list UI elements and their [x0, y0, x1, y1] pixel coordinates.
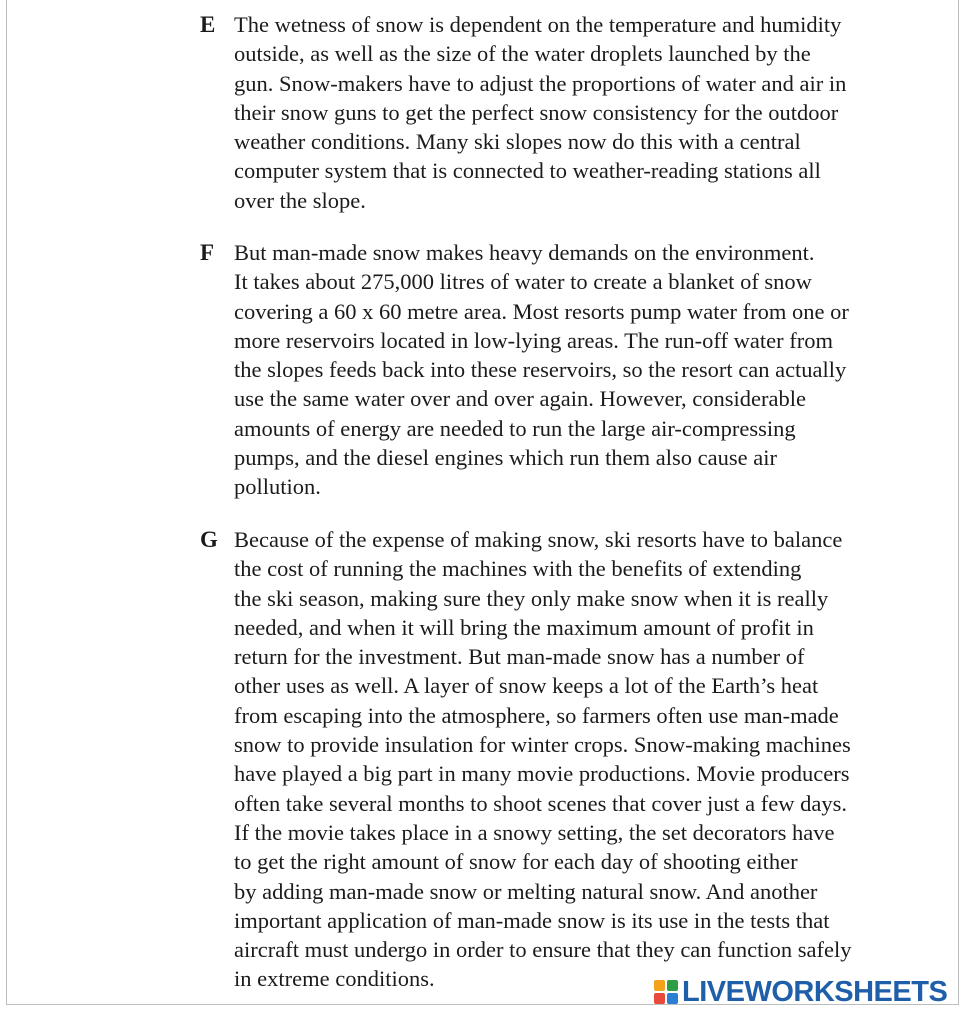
paragraph-letter: G	[200, 527, 218, 552]
text-line: their snow guns to get the perfect snow consistency for the outdoor	[234, 99, 839, 125]
text-line: to get the right amount of snow for each day of shooting either	[234, 849, 798, 875]
paragraph-text	[234, 238, 849, 502]
text-line: often take several months to shoot scenes that cover just a few days.	[234, 790, 847, 816]
text-line: from escaping into the atmosphere, so farmers often use man-made	[234, 702, 839, 728]
text-line: the slopes feeds back into these reservoirs, so the resort can actually	[234, 357, 847, 383]
text-line: If the movie takes place in a snowy setting, the set decorators have	[234, 819, 835, 845]
text-line: snow to provide insulation for winter crops. Snow-making machines	[234, 732, 851, 758]
text-line: covering a 60 x 60 metre area. Most resorts pump water from one or	[234, 298, 849, 324]
text-line: the cost of running the machines with the benefits of extending	[234, 556, 802, 582]
text-line: the ski season, making sure they only make snow when it is really	[234, 585, 829, 611]
logo-square	[654, 980, 665, 991]
text-line: needed, and when it will bring the maximum amount of profit in	[234, 614, 814, 640]
text-line: important application of man-made snow is its use in the tests that	[234, 907, 830, 933]
text-line: weather conditions. Many ski slopes now do this with a central	[234, 129, 801, 155]
text-line: outside, as well as the size of the water droplets launched by the	[234, 41, 811, 67]
text-line: more reservoirs located in low-lying areas. The run-off water from	[234, 327, 833, 353]
text-line: use the same water over and over again. However, considerable	[234, 386, 806, 412]
text-line: amounts of energy are needed to run the large air-compressing	[234, 415, 796, 441]
logo-square	[654, 993, 665, 1004]
text-line: over the slope.	[234, 187, 366, 213]
paragraph-text	[234, 10, 846, 215]
logo-square	[667, 980, 678, 991]
text-line: It takes about 275,000 litres of water to create a blanket of snow	[234, 269, 812, 295]
text-line: have played a big part in many movie productions. Movie producers	[234, 761, 850, 787]
text-line: in extreme conditions.	[234, 966, 435, 992]
text-line: Because of the expense of making snow, ski resorts have to balance	[234, 527, 843, 552]
text-line: But man-made snow makes heavy demands on the environment.	[234, 240, 815, 265]
text-line: aircraft must undergo in order to ensure that they can function safely	[234, 937, 852, 963]
liveworksheets-watermark	[654, 976, 947, 1008]
paragraph-letter: E	[200, 12, 216, 37]
liveworksheets-logo-icon	[654, 980, 678, 1004]
text-line: by adding man-made snow or melting natural snow. And another	[234, 878, 818, 904]
watermark-text: LIVEWORKSHEETS	[682, 976, 948, 1008]
text-line: The wetness of snow is dependent on the temperature and humidity	[234, 12, 842, 37]
text-line: other uses as well. A layer of snow keeps a lot of the Earth’s heat	[234, 673, 819, 699]
text-line: computer system that is connected to weather-reading stations all	[234, 158, 821, 184]
text-line: pumps, and the diesel engines which run them also cause air	[234, 445, 777, 471]
logo-square	[667, 993, 678, 1004]
text-line: gun. Snow-makers have to adjust the proportions of water and air in	[234, 70, 847, 96]
text-line: pollution.	[234, 474, 321, 500]
text-line: return for the investment. But man-made snow has a number of	[234, 644, 805, 670]
paragraph-text	[234, 525, 852, 994]
paragraph-letter: F	[200, 240, 215, 265]
